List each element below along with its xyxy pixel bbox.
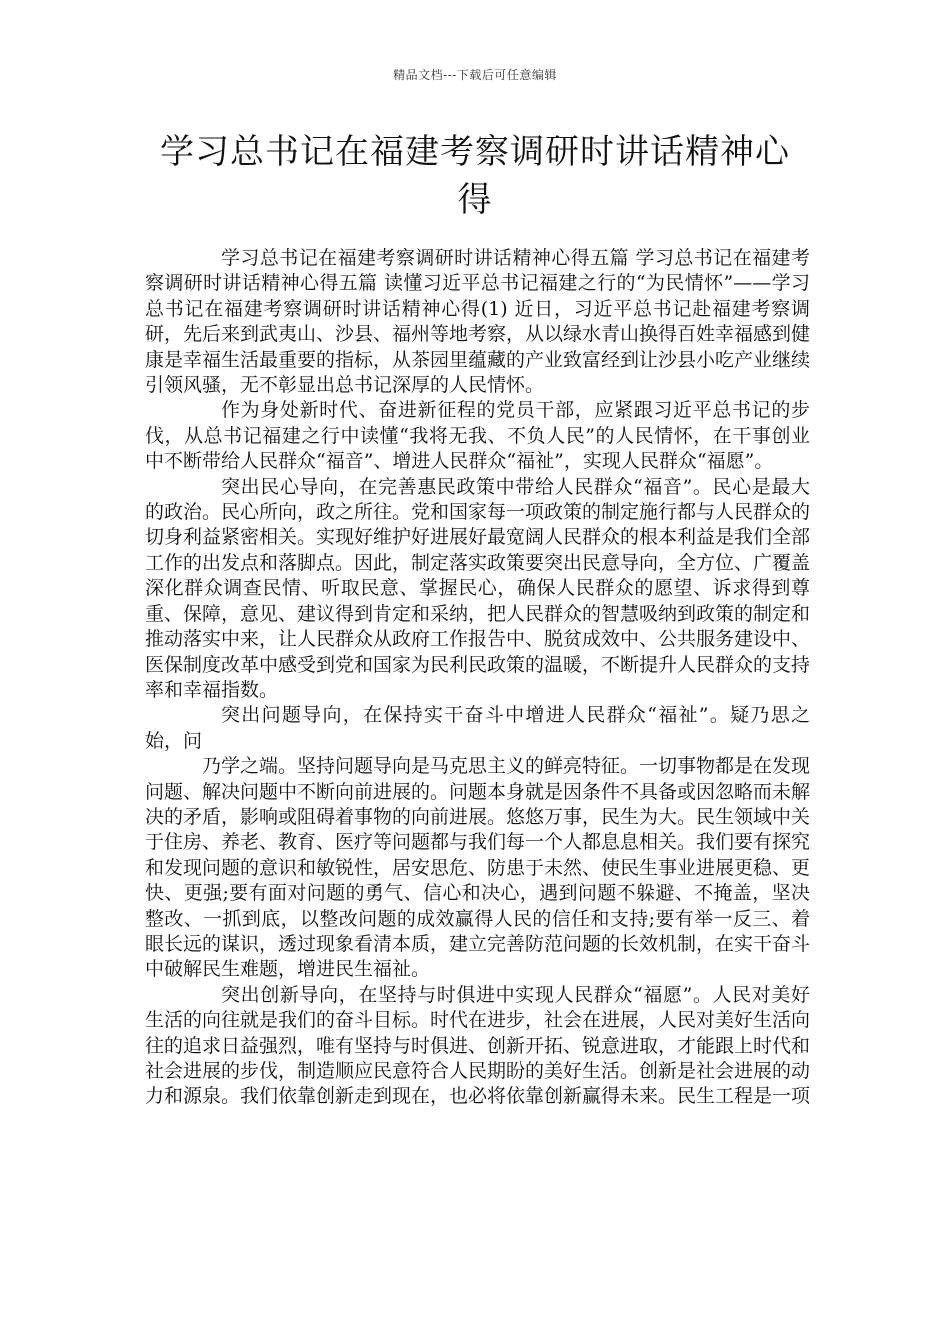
paragraph-problem-orientation: 突出问题导向，在保持实干奋斗中增进人民群众“福祉”。疑乃思之始，问 xyxy=(145,704,810,752)
paragraph-innovation-orientation: 突出创新导向，在坚持与时俱进中实现人民群众“福愿”。人民对美好生活的向往就是我们的奋斗目标。时代在进步，社会在进展，人民对美好生活向往的追求日益强烈，唯有坚持与时俱进、创新开拓、锐意进取，才能跟上时代和社会进展的步伐，制造顺应民意符合人民期盼的美好生活。创新是社会进展的动力和源泉。我们依靠创新走到现在，也必将依靠创新赢得未来。民生工程是一项 xyxy=(145,983,811,1108)
paragraph-intro: 学习总书记在福建考察调研时讲话精神心得五篇 学习总书记在福建考察调研时讲话精神心得五篇 读懂习近平总书记福建之行的“为民情怀”——学习总书记在福建考察调研时讲话精神心得(1) 近日，习近平总书记赴福建考察调研，先后来到武夷山、沙县、福州等地考察，从以绿水青山换得百姓幸福感到健康是幸福生活最重要的指标，从茶园里蕴藏的产业致富经到让沙县小吃产业继续引领风骚，无不彰显出总书记深厚的人民情怀。 xyxy=(145,247,811,397)
paragraph-role: 作为身处新时代、奋进新征程的党员干部，应紧跟习近平总书记的步伐，从总书记福建之行中读懂“我将无我、不负人民”的人民情怀，在干事创业中不断带给人民群众“福音”、增进人民群众“福祉”，实现人民群众“福愿”。 xyxy=(145,399,810,473)
document-body xyxy=(145,246,810,1110)
paragraph-problem-continued: 乃学之端。坚持问题导向是马克思主义的鲜亮特征。一切事物都是在发现问题、解决问题中不断向前进展的。问题本身就是因条件不具备或因忽略而未解决的矛盾，影响或阻碍着事物的向前进展。悠悠万事，民生为大。民生领域中关于住房、养老、教育、医疗等问题都与我们每一个人都息息相关。我们要有探究和发现问题的意识和敏锐性，居安思危、防患于未然、使民生事业进展更稳、更快、更强;要有面对问题的勇气、信心和决心，遇到问题不躲避、不掩盖，坚决整改、一抓到底，以整改问题的成效赢得人民的信任和支持;要有举一反三、着眼长远的谋识，透过现象看清本质，建立完善防范问题的长效机制，在实干奋斗中破解民生难题，增进民生福祉。 xyxy=(145,755,811,981)
header-note: 精品文档---下载后可任意编辑 xyxy=(393,68,557,82)
paragraph-people-orientation: 突出民心导向，在完善惠民政策中带给人民群众“福音”。民心是最大的政治。民心所向，政之所往。党和国家每一项政策的制定施行都与人民群众的切身利益紧密相关。实现好维护好进展好最宽阔人民群众的根本利益是我们全部工作的出发点和落脚点。因此，制定落实政策要突出民意导向，全方位、广覆盖深化群众调查民情、听取民意、掌握民心，确保人民群众的愿望、诉求得到尊重、保障，意见、建议得到肯定和采纳，把人民群众的智慧吸纳到政策的制定和推动落实中来，让人民群众从政府工作报告中、脱贫成效中、公共服务建设中、医保制度改革中感受到党和国家为民利民政策的温暖，不断提升人民群众的支持率和幸福指数。 xyxy=(145,475,811,701)
document-title: 学习总书记在福建考察调研时讲话精神心得 xyxy=(160,132,790,220)
